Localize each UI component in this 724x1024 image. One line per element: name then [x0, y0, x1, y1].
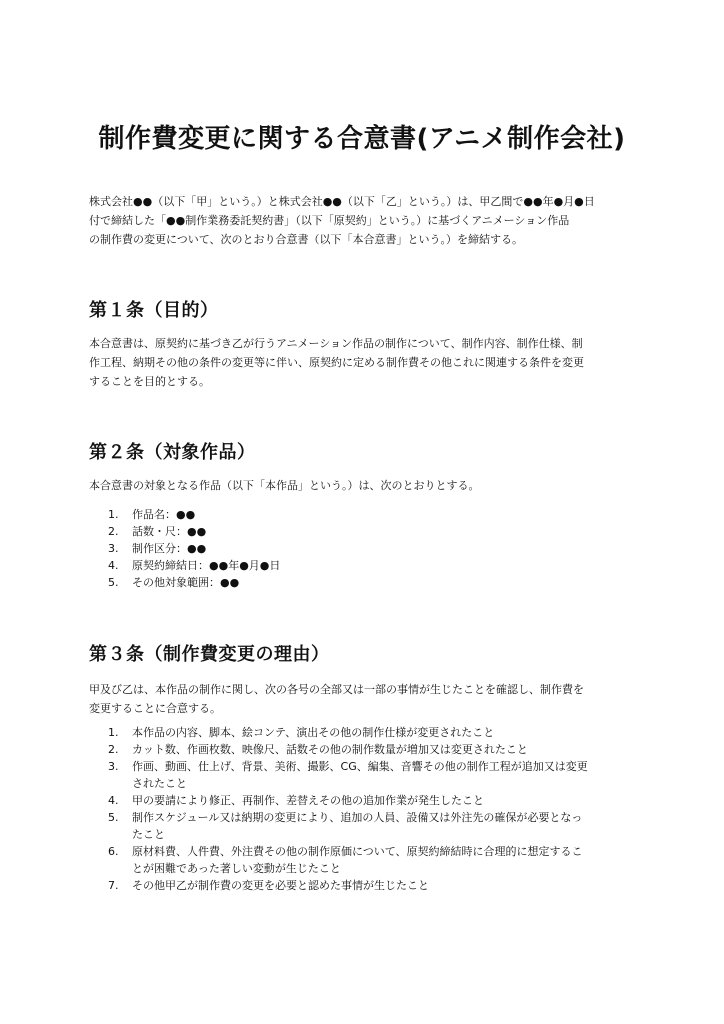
article-1-heading: 第１条（目的） [89, 300, 219, 321]
list-number: 3. [108, 760, 119, 773]
article-3-body: 甲及び乙は、本作品の制作に関し、次の各号の全部又は一部の事情が生じたことを確認し、制作費を 変更することに合意する。 [89, 683, 584, 715]
list-item [108, 523, 638, 540]
list-number: 1. [108, 726, 119, 739]
list-text: 甲の要請により修正、再制作、差替えその他の追加作業が発生したこと [132, 794, 484, 807]
article-2-item-list [108, 506, 638, 591]
list-number: 5. [108, 576, 119, 589]
list-item [108, 540, 638, 557]
list-item [108, 843, 638, 877]
list-item [108, 574, 638, 591]
list-number: 5. [108, 811, 119, 824]
list-item [108, 724, 638, 741]
list-item [108, 758, 638, 792]
list-number: 3. [108, 542, 119, 555]
list-item [108, 792, 638, 809]
list-text: その他対象範囲：●● [132, 576, 240, 589]
list-item [108, 557, 638, 574]
article-2-body: 本合意書の対象となる作品（以下「本作品」という。）は、次のとおりとする。 [89, 479, 480, 492]
list-text: カット数、作画枚数、映像尺、話数その他の制作数量が増加又は変更されたこと [132, 743, 528, 756]
list-item [108, 809, 638, 843]
article-1-body: 本合意書は、原契約に基づき乙が行うアニメーション作品の制作について、制作内容、制作仕様、制 作工程、納期その他の条件の変更等に伴い、原契約に定める制作費その他これに関連する条件を変更 することを目的とする。 [89, 337, 584, 388]
document-title: 制作費変更に関する合意書(アニメ制作会社) [98, 124, 626, 154]
article-2-heading: 第２条（対象作品） [89, 442, 256, 463]
list-text: 本作品の内容、脚本、絵コンテ、演出その他の制作仕様が変更されたこと [132, 726, 495, 739]
list-number: 4. [108, 559, 119, 572]
list-text: 原契約締結日：●●年●月●日 [132, 559, 281, 572]
list-number: 2. [108, 743, 119, 756]
list-number: 6. [108, 845, 119, 858]
list-text: その他甲乙が制作費の変更を必要と認めた事情が生じたこと [132, 879, 429, 892]
list-item [108, 506, 638, 523]
article-3-item-list [108, 724, 638, 894]
list-number: 4. [108, 794, 119, 807]
list-number: 1. [108, 508, 119, 521]
list-number: 7. [108, 879, 119, 892]
list-number: 2. [108, 525, 119, 538]
list-item [108, 877, 638, 894]
list-text: 原材料費、人件費、外注費その他の制作原価について、原契約締結時に合理的に想定するこ とが困難であった著しい変動が生じたこと [132, 845, 583, 875]
list-text: 作品名：●● [132, 508, 196, 521]
list-text: 作画、動画、仕上げ、背景、美術、撮影、CG、編集、音響その他の制作工程が追加又は変更 されたこと [132, 760, 588, 790]
list-item [108, 741, 638, 758]
article-3-heading: 第３条（制作費変更の理由） [89, 644, 330, 665]
intro-paragraph: 株式会社●●（以下「甲」という。）と株式会社●●（以下「乙」という。）は、甲乙間で●●年●月●日 付で締結した「●●制作業務委託契約書」（以下「原契約」という。）に基づくアニメーション作品 の制作費の変更について、次のとおり合意書（以下「本合意書」という。）を締結する。 [89, 195, 595, 246]
list-text: 制作区分：●● [132, 542, 207, 555]
list-text: 話数・尺：●● [132, 525, 207, 538]
list-text: 制作スケジュール又は納期の変更により、追加の人員、設備又は外注先の確保が必要となっ たこと [132, 811, 583, 841]
